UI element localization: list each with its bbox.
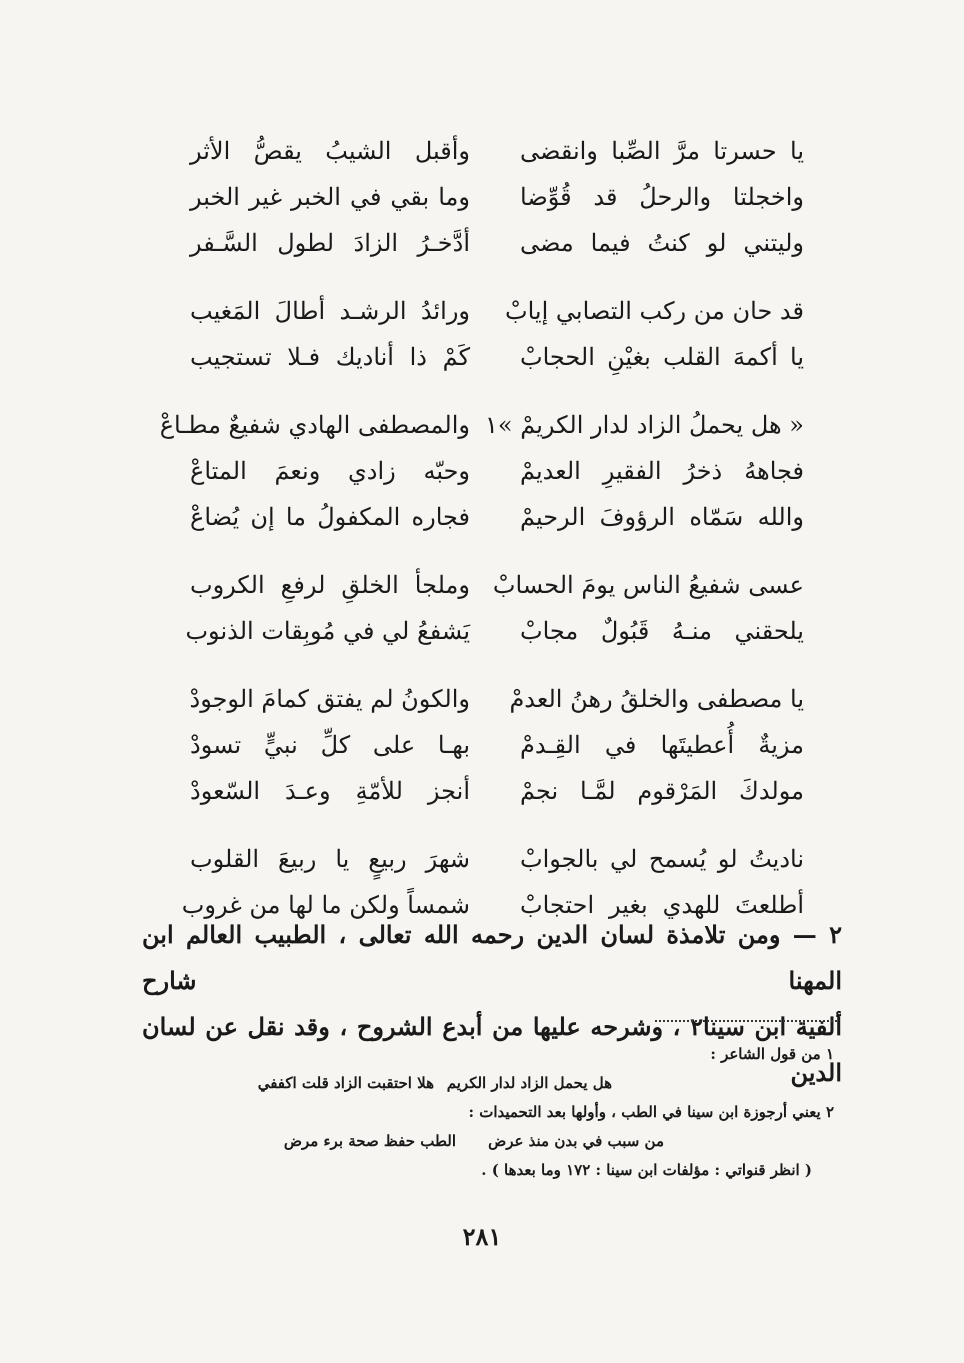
footnote-divider [655,1020,837,1022]
second-hemistich: وما بقي في الخبر غير الخبر [190,183,470,211]
prose-line: ٢ — ومن تلامذة لسان الدين رحمه الله تعالى ، الطبيب العالم ابن المهنا شارح [142,920,842,995]
stanza [0,676,964,814]
first-hemistich: أطلعتَ للهدي بغير احتجابْ [520,891,804,919]
second-hemistich: كَمْ ذا أناديك فـلا تستجيب [190,343,470,371]
verse-line [0,220,964,266]
first-hemistich: ناديتُ لو يُسمح لي بالجوابْ [520,845,804,873]
first-hemistich: يا حسرتا مرَّ الصِّبا وانقضى [520,137,804,165]
second-hemistich: شمساً ولكن ما لها من غروب [181,891,470,919]
verse-line [0,448,964,494]
second-hemistich: وحبّه زادي ونعمَ المتاعْ [190,457,470,485]
second-hemistich: فجاره المكفولُ ما إن يُضاعْ [190,503,470,531]
second-hemistich: وأقبل الشيبُ يقصُّ الأثر [190,137,470,165]
first-hemistich: يلحقني منـهُ قَبُولٌ مجابْ [520,617,804,645]
verse-line [0,676,964,722]
second-hemistich: وملجأ الخلقِ لرفعِ الكروب [190,571,470,599]
first-hemistich: « هل يحملُ الزاد لدار الكريمْ »١ [485,411,804,439]
verse-line [0,494,964,540]
verse-line [0,174,964,220]
verse-line [0,288,964,334]
prose-line: ألفية ابن سينا٢ ، وشرحه عليها من أبدع الشروح ، وقد نقل عن لسان الدين [142,1012,842,1087]
footnote-1-verse-second: هلا احتقبت الزاد قلت اكففي [257,1074,434,1092]
footnote-1-intro: ١ من قول الشاعر : [710,1045,834,1063]
footnote-1-verse-first: هل يحمل الزاد لدار الكريم [446,1074,612,1092]
verse-line [0,562,964,608]
first-hemistich: فجاههُ ذخرُ الفقيرِ العديمْ [520,457,804,485]
footnote-1-verse [134,1069,834,1098]
first-hemistich: مزيةٌ أُعطيتَها في القِـدمْ [520,731,804,759]
verse-line [0,836,964,882]
verse-line [0,334,964,380]
second-hemistich: والكونُ لم يفتق كمامَ الوجودْ [189,685,470,713]
second-hemistich: أدَّخـرُ الزادَ لطول السَّـفر [190,229,470,257]
first-hemistich: مولدكَ المَرْقوم لمَّـا نجمْ [520,777,804,805]
stanza [0,288,964,380]
verse-line [0,128,964,174]
verse-line [0,608,964,654]
page-number: ٢٨١ [462,1222,502,1251]
stanza [0,402,964,540]
footnotes [134,1040,834,1185]
first-hemistich: قد حان من ركب التصابي إيابْ [505,297,804,325]
second-hemistich: أنجز للأمّةِ وعـدَ السّعودْ [190,777,470,805]
first-hemistich: يا أكمهَ القلب بغيْنِ الحجابْ [520,343,804,371]
footnote-2-verse [134,1127,834,1156]
footnote-2-intro: ٢ يعني أرجوزة ابن سينا في الطب ، وأولها بعد التحميدات : [468,1103,834,1121]
poem [0,128,964,950]
stanza [0,128,964,266]
second-hemistich: شهرَ ربيعٍ يا ربيعَ القلوب [190,845,470,873]
footnote-2-verse-first: من سبب في بدن منذ عرض [488,1132,664,1150]
footnote-2-verse-second: الطب حفظ صحة برء مرض [283,1132,456,1150]
first-hemistich: عسى شفيعُ الناس يومَ الحسابْ [492,571,804,599]
first-hemistich: وليتني لو كنتُ فيما مضى [520,229,804,257]
verse-line [0,722,964,768]
stanza [0,562,964,654]
second-hemistich: ورائدُ الرشـد أطالَ المَغيب [190,297,470,325]
first-hemistich: واخجلتا والرحلُ قد قُوِّضا [520,183,804,211]
first-hemistich: والله سَمّاه الرؤوفَ الرحيمْ [520,503,804,531]
first-hemistich: يا مصطفى والخلقُ رهنُ العدمْ [509,685,804,713]
footnote-2-reference: ( انظر قنواتي : مؤلفات ابن سينا : ١٧٢ وما بعدها ) . [481,1161,812,1179]
verse-line [0,402,964,448]
second-hemistich: والمصطفى الهادي شفيعٌ مطـاعْ [159,411,470,439]
verse-line [0,768,964,814]
second-hemistich: بهـا على كلِّ نبيٍّ تسودْ [190,731,470,759]
second-hemistich: يَشفعُ لي في مُوبِقات الذنوب [185,617,470,645]
